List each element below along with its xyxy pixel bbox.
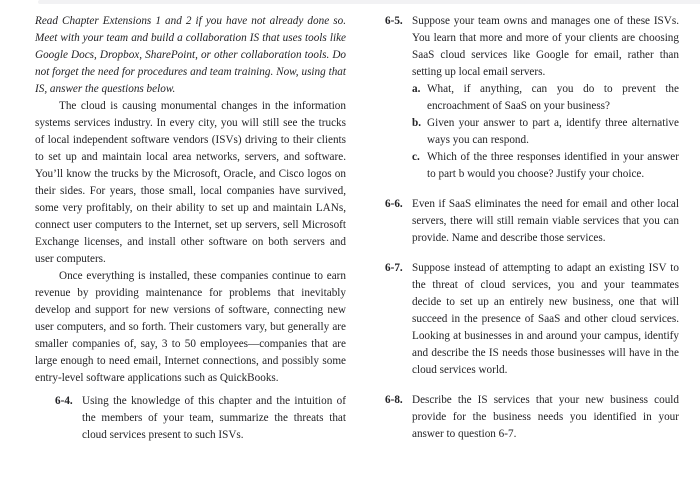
question-content bbox=[412, 196, 679, 247]
subitem-label: c. bbox=[412, 151, 420, 163]
question-text: Even if SaaS eliminates the need for email and other local servers, there will still remain viable services that you can provide. Name and describe those services. bbox=[412, 198, 679, 244]
question-6-8 bbox=[385, 392, 679, 443]
question-content bbox=[412, 13, 679, 183]
question-content bbox=[82, 393, 346, 444]
body-paragraph-cloud-changes: The cloud is causing monumental changes in the information systems services industry. In every city, you will still see the trucks of local independent software vendors (ISVs) driving to their clients to set up and maintain local area networks, servers, and software. You’ll know the trucks by the Microsoft, Oracle, and Cisco logos on their sides. For years, those small, local companies have survived, some very profitably, on their ability to set up and maintain LANs, connect user computers to the Internet, set up servers, sell Microsoft Exchange licenses, and install other software on both servers and user computers. bbox=[35, 100, 346, 265]
question-number: 6-5. bbox=[385, 15, 403, 27]
right-column bbox=[385, 13, 679, 443]
question-content bbox=[412, 392, 679, 443]
question-number: 6-4. bbox=[55, 395, 73, 407]
question-6-4 bbox=[55, 393, 346, 444]
subitem-b bbox=[412, 115, 679, 149]
question-text: Describe the IS services that your new business could provide for the business needs you identified in your answer to question 6-7. bbox=[412, 394, 679, 440]
subitem-a bbox=[412, 81, 679, 115]
question-text: Suppose instead of attempting to adapt an existing ISV to the threat of cloud services, you and your teammates decide to set up an entirely new business, one that will succeed in the presence of SaaS and other cloud services. Looking at businesses in and around your campus, identify and describe the IS needs those businesses will have in the cloud services world. bbox=[412, 262, 679, 376]
subitem-c bbox=[412, 149, 679, 183]
page-top-edge-band bbox=[38, 0, 700, 4]
question-number: 6-7. bbox=[385, 262, 403, 274]
subitem-label: a. bbox=[412, 83, 421, 95]
body-paragraph-maintenance-revenue: Once everything is installed, these companies continue to earn revenue by providing maintenance for problems that inevitably develop and support for new versions of software, connecting new user computers, and so forth. Their customers vary, but generally are smaller companies of, say, 3 to 50 employees—companies that are large enough to need email, Internet connections, and possibly some entry-level software applications such as QuickBooks. bbox=[35, 270, 346, 384]
question-content bbox=[412, 260, 679, 379]
question-number: 6-8. bbox=[385, 394, 403, 406]
question-text: Suppose your team owns and manages one of these ISVs. You learn that more and more of your clients are choosing SaaS cloud services like Google for email, rather than setting up local email servers. bbox=[412, 15, 679, 78]
subitem-text: Given your answer to part a, identify three alternative ways you can respond. bbox=[427, 117, 679, 146]
left-column bbox=[35, 13, 346, 444]
subitem-label: b. bbox=[412, 117, 422, 129]
question-6-7 bbox=[385, 260, 679, 379]
subitem-text: Which of the three responses identified in your answer to part b would you choose? Justify your choice. bbox=[427, 151, 679, 180]
question-text: Using the knowledge of this chapter and the intuition of the members of your team, summarize the threats that cloud services present to such ISVs. bbox=[82, 395, 346, 441]
question-6-6 bbox=[385, 196, 679, 247]
question-6-5 bbox=[385, 13, 679, 183]
intro-italic-paragraph: Read Chapter Extensions 1 and 2 if you have not already done so. Meet with your team and build a collaboration IS that uses tools like Google Docs, Dropbox, SharePoint, or other collaboration tools. Do not forget the need for procedures and team training. Now, using that IS, answer the questions below. bbox=[35, 15, 346, 95]
subitem-text: What, if anything, can you do to prevent the encroachment of SaaS on your business? bbox=[427, 83, 679, 112]
question-number: 6-6. bbox=[385, 198, 403, 210]
